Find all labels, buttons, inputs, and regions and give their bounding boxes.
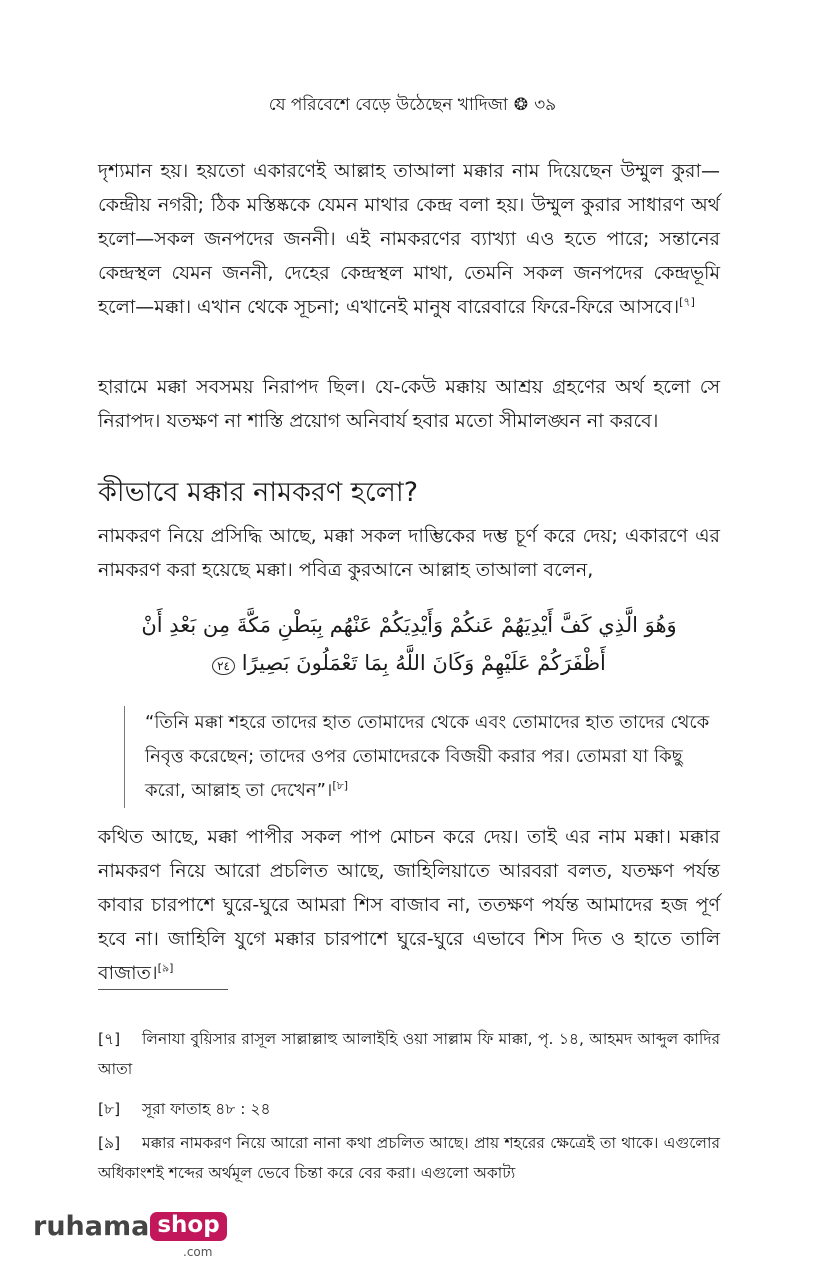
footnote-divider — [98, 989, 228, 990]
running-title: যে পরিবেশে বেড়ে উঠেছেন খাদিজা — [268, 95, 508, 115]
quran-verse-line-1: وَهُوَ الَّذِي كَفَّ أَيْدِيَهُمْ عَنكُمْ وَأَيْدِيَكُمْ عَنْهُم بِبَطْنِ مَكَّةَ مِن بَعْدِ أَنْ — [141, 613, 677, 637]
footnote-7: [৭] লিনাযা বুয়িসার রাসূল সাল্লাল্লাহু আলাইহি ওয়া সাল্লাম ফি মাক্কা, পৃ. ১৪, আহমদ আব্দুল কাদির আতা — [98, 1030, 720, 1078]
quran-verse — [98, 606, 720, 685]
section-heading: কীভাবে মক্কার নামকরণ হলো? — [98, 477, 419, 508]
paragraph-haram-safe: হারামে মক্কা সবসময় নিরাপদ ছিল। যে-কেউ মক্কায় আশ্রয় গ্রহণের অর্থ হলো সে নিরাপদ। যতক্ষণ না শাস্তি প্রয়োগ অনিবার্য হবার মতো সীমালঙ্ঘন না করবে। — [98, 376, 720, 432]
paragraph-naming: নামকরণ নিয়ে প্রসিদ্ধি আছে, মক্কা সকল দাম্ভিকের দম্ভ চূর্ণ করে দেয়; একারণে এর নামকরণ করা হয়েছে মক্কা। পবিত্র কুরআনে আল্লাহ তাআলা বলেন, — [98, 525, 720, 581]
footnote-ref-8[interactable]: [৮] — [332, 779, 349, 792]
footnote-8: [৮] সূরা ফাতাহ ৪৮ : ২৪ — [98, 1100, 271, 1118]
footnote-ref-7[interactable]: [৭] — [679, 295, 695, 309]
translation-blockquote: “তিনি মক্কা শহরে তাদের হাত তোমাদের থেকে এবং তোমাদের হাত তাদের থেকে নিবৃত্ত করেছেন; তাদের ওপর তোমাদেরকে বিজয়ী করার পর। তোমরা যা কিছু করো, আল্লাহ তা দেখেন”।[৮] — [124, 706, 720, 808]
ruhamashop-logo: ruhama shop .com — [33, 1211, 227, 1242]
quran-verse-line-2: أَظْفَرَكُمْ عَلَيْهِمْ وَكَانَ اللَّهُ بِمَا تَعْمَلُونَ بَصِيرًا ٢٤ — [98, 644, 720, 685]
footnote-9: [৯] মক্কার নামকরণ নিয়ে আরো নানা কথা প্রচলিত আছে। প্রায় শহরের ক্ষেত্রেই তা থাকে। এগুলোর অধিকাংশই শব্দের অর্থমূল ভেবে চিন্তা করে বের করা। এগুলো অকাট্য — [98, 1134, 720, 1182]
running-header — [0, 92, 825, 120]
ayah-marker: ٢٤ — [212, 657, 235, 675]
footnote-ref-9[interactable]: [৯] — [157, 961, 174, 975]
page-number: ৩৯ — [534, 95, 557, 115]
paragraph-umm-al-qura: দৃশ্যমান হয়। হয়তো একারণেই আল্লাহ তাআলা মক্কার নাম দিয়েছেন উম্মুল কুরা—কেন্দ্রীয় নগরী; ঠিক মস্তিষ্ককে যেমন মাথার কেন্দ্র বলা হয়। উম্মুল কুরার সাধারণ অর্থ হলো—সকল জনপদের জননী। এই নামকরণের ব্যাখ্যা এও হতে পারে; সন্তানের কেন্দ্রস্থল যেমন জননী, দেহের কেন্দ্রস্থল মাথা, তেমনি সকল জনপদের কেন্দ্রভূমি হলো—মক্কা। এখান থেকে সূচনা; এখানেই মানুষ বারেবারে ফিরে-ফিরে আসবে।[৭] — [98, 160, 720, 318]
paragraph-sins: কথিত আছে, মক্কা পাপীর সকল পাপ মোচন করে দেয়। তাই এর নাম মক্কা। মক্কার নামকরণ নিয়ে আরো প্রচলিত আছে, জাহিলিয়াতে আরবরা বলত, যতক্ষণ পর্যন্ত কাবার চারপাশে ঘুরে-ঘুরে আমরা শিস বাজাব না, ততক্ষণ পর্যন্ত আমাদের হজ পূর্ণ হবে না। জাহিলি যুগে মক্কার চারপাশে ঘুরে-ঘুরে এভাবে শিস দিত ও হাতে তালি বাজাত।[৯] — [98, 826, 720, 984]
ornament-icon: ❂ — [513, 95, 529, 115]
